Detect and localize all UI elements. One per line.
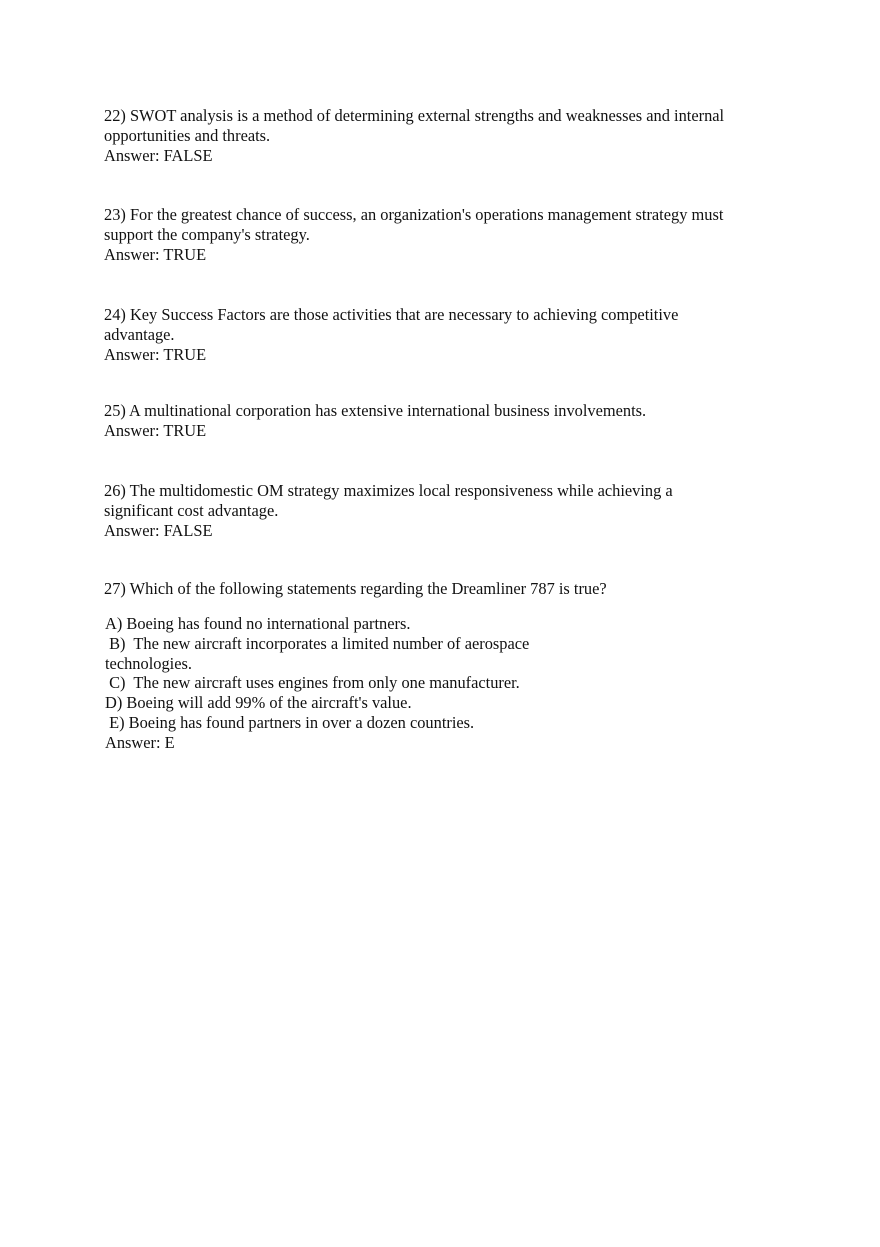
answer-text: Answer: TRUE [104, 344, 207, 364]
answer-text: Answer: E [105, 732, 175, 752]
option-b-continued: technologies. [105, 653, 192, 673]
answer-text: Answer: FALSE [104, 520, 213, 540]
question-25 [104, 401, 784, 441]
option-d: D) Boeing will add 99% of the aircraft's value. [105, 693, 412, 713]
question-text: advantage. [104, 324, 175, 344]
option-a: A) Boeing has found no international partners. [105, 614, 411, 633]
question-22 [104, 106, 784, 165]
question-24 [104, 305, 784, 364]
question-text: opportunities and threats. [104, 125, 271, 145]
question-27-options [105, 614, 705, 753]
question-text: 24) Key Success Factors are those activities that are necessary to achieving competitive [104, 305, 679, 324]
question-text: 25) A multinational corporation has extensive international business involvements. [104, 401, 647, 420]
question-text: support the company's strategy. [104, 224, 310, 244]
option-e: E) Boeing has found partners in over a dozen countries. [105, 712, 475, 732]
question-27 [104, 579, 784, 599]
question-text: 26) The multidomestic OM strategy maximizes local responsiveness while achieving a [104, 481, 673, 500]
question-26 [104, 481, 784, 540]
option-b: B) The new aircraft incorporates a limited number of aerospace [105, 633, 530, 653]
question-text: 23) For the greatest chance of success, an organization's operations management strategy must [104, 205, 724, 224]
question-23 [104, 205, 784, 264]
option-c: C) The new aircraft uses engines from only one manufacturer. [105, 673, 520, 693]
question-text: 22) SWOT analysis is a method of determining external strengths and weaknesses and internal [104, 106, 725, 125]
answer-text: Answer: TRUE [104, 244, 207, 264]
question-text: significant cost advantage. [104, 500, 279, 520]
answer-text: Answer: TRUE [104, 420, 207, 440]
answer-text: Answer: FALSE [104, 145, 213, 165]
question-text: 27) Which of the following statements regarding the Dreamliner 787 is true? [104, 579, 607, 598]
